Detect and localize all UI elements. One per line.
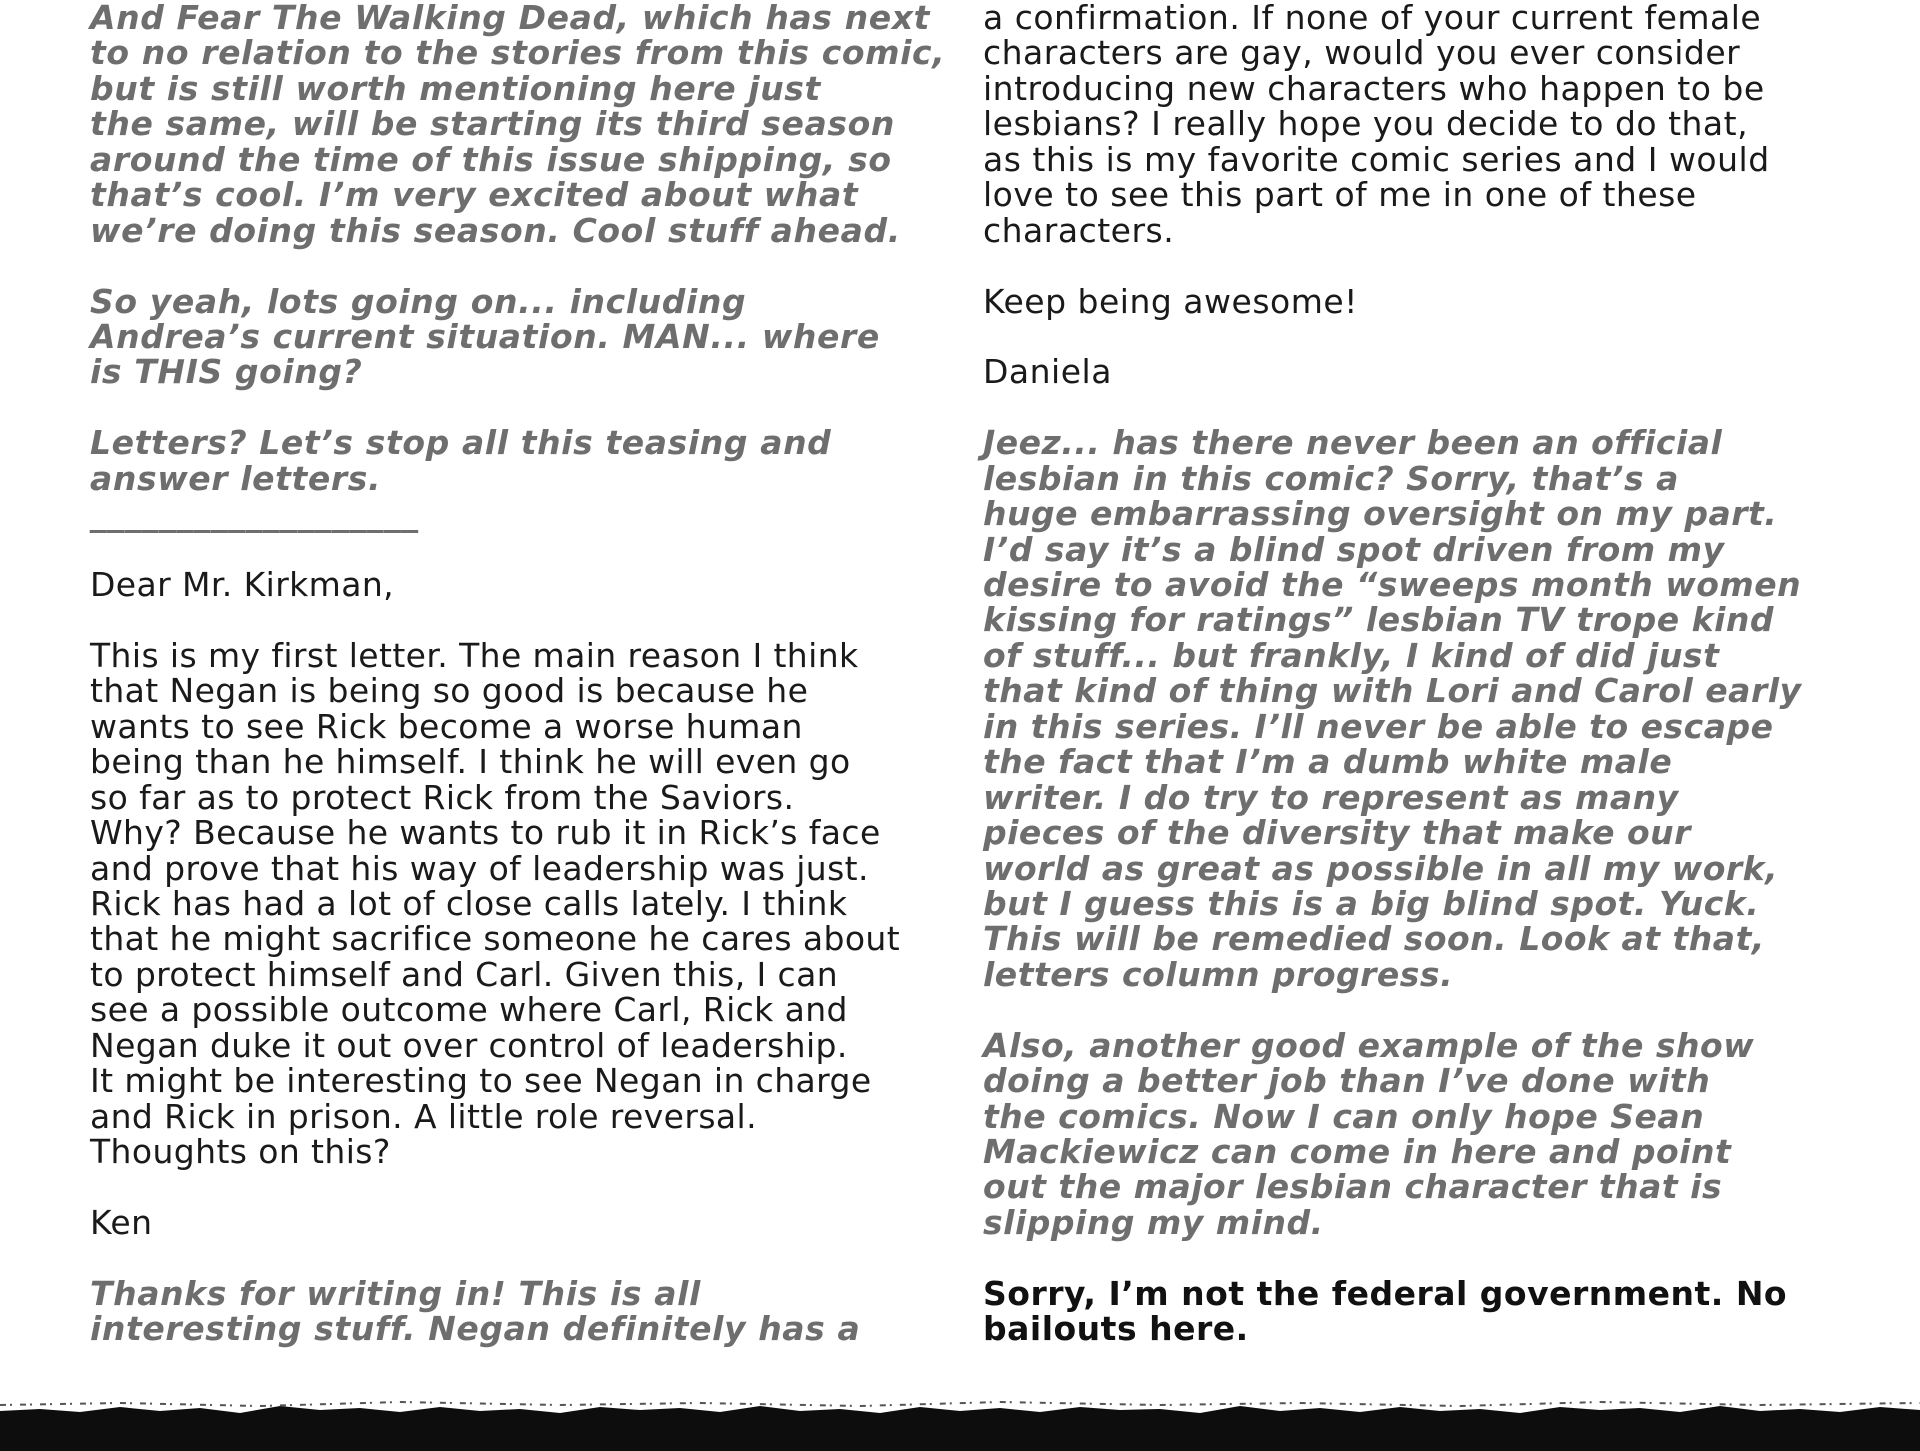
text-line: the comics. Now I can only hope Sean (983, 1096, 1705, 1136)
text-line: and Rick in prison. A little role reversal. (90, 1096, 757, 1136)
text-line: in this series. I’ll never be able to escape (983, 706, 1774, 746)
right-column (983, 0, 1853, 1347)
text-line: kissing for ratings” lesbian TV trope kind (983, 600, 1775, 640)
text-line: to no relation to the stories from this comic, (90, 33, 946, 73)
letter-body-ken (90, 635, 950, 1171)
letter-closing: Keep being awesome! (983, 281, 1358, 321)
paragraph-gap (90, 248, 950, 283)
text-line: the fact that I’m a dumb white male (983, 742, 1673, 782)
text-line: It might be interesting to see Negan in charge (90, 1061, 872, 1101)
paragraph-gap (983, 390, 1853, 425)
text-line: desire to avoid the “sweeps month women (983, 565, 1802, 604)
text-line: huge embarrassing oversight on my part. (983, 494, 1778, 534)
text-line: Negan duke it out over control of leadership. (90, 1025, 848, 1065)
text-line: writer. I do try to represent as many (983, 777, 1679, 817)
reply-intro-paragraph-3 (90, 425, 950, 496)
reply-to-daniela-paragraph-1 (983, 425, 1853, 992)
text-line: out the major lesbian character that is (983, 1167, 1723, 1207)
section-separator (90, 494, 950, 534)
reply-to-daniela-paragraph-2 (983, 1025, 1853, 1242)
text-line: pieces of the diversity that make our (983, 813, 1691, 853)
text-line: so far as to protect Rick from the Saviors. (90, 777, 795, 817)
paragraph-gap (90, 390, 950, 425)
text-line: Sorry, I’m not the federal government. No (983, 1273, 1788, 1313)
text-line: that kind of thing with Lori and Carol early (983, 671, 1802, 711)
text-line: I’d say it’s a blind spot driven from my (983, 529, 1725, 569)
text-line: This will be remedied soon. Look at that, (983, 919, 1765, 959)
letter-signature-ken: Ken (90, 1202, 153, 1242)
text-line: being than he himself. I think he will even go (90, 742, 851, 782)
torn-page-edge (0, 1395, 1920, 1451)
text-line: Letters? Let’s stop all this teasing and (90, 423, 832, 463)
text-line: to protect himself and Carl. Given this, I can (90, 954, 839, 994)
text-line: and prove that his way of leadership was just. (90, 848, 869, 888)
paragraph-gap (983, 992, 1853, 1027)
letter-salutation: Dear Mr. Kirkman, (90, 565, 395, 604)
text-line: characters are gay, would you ever consider (983, 33, 1741, 73)
paragraph-gap (90, 602, 950, 637)
text-line: of stuff... but frankly, I kind of did just (983, 635, 1720, 675)
text-line: bailouts here. (983, 1309, 1249, 1349)
text-line: as this is my favorite comic series and I would (983, 139, 1770, 179)
reply-intro-paragraph-2 (90, 281, 950, 392)
reply-intro-paragraph-1 (90, 0, 950, 248)
text-line: answer letters. (90, 458, 382, 498)
text-line: Also, another good example of the show (983, 1025, 1755, 1065)
text-line: letters column progress. (983, 954, 1454, 994)
text-line: the same, will be starting its third season (90, 104, 895, 144)
text-line: doing a better job than I’ve done with (983, 1061, 1711, 1101)
bold-note (983, 1273, 1853, 1349)
text-line: And Fear The Walking Dead, which has next (90, 0, 930, 37)
text-line: slipping my mind. (983, 1202, 1324, 1242)
text-line: Jeez... has there never been an official (983, 423, 1723, 463)
text-line: interesting stuff. Negan definitely has a (90, 1309, 861, 1349)
text-line: that’s cool. I’m very excited about what (90, 175, 859, 215)
paragraph-gap (90, 532, 950, 567)
text-line: introducing new characters who happen to be (983, 68, 1765, 108)
text-line: Andrea’s current situation. MAN... where (90, 316, 880, 356)
text-line: lesbians? I really hope you decide to do that, (983, 104, 1749, 144)
text-line: Rick has had a lot of close calls lately. I think (90, 883, 848, 923)
paragraph-gap (90, 1169, 950, 1204)
text-line: around the time of this issue shipping, so (90, 139, 892, 179)
letter-body-daniela (983, 0, 1853, 248)
text-line: love to see this part of me in one of these (983, 175, 1697, 215)
text-line: Why? Because he wants to rub it in Rick’s face (90, 813, 881, 853)
paragraph-gap (90, 1240, 950, 1275)
text-line: Thanks for writing in! This is all (90, 1273, 701, 1313)
text-line: wants to see Rick become a worse human (90, 706, 803, 746)
text-line: but I guess this is a big blind spot. Yuck. (983, 883, 1760, 923)
letter-signature-daniela: Daniela (983, 352, 1112, 392)
torn-edge-shape (0, 1406, 1920, 1451)
text-line: a confirmation. If none of your current female (983, 0, 1762, 37)
text-line: is THIS going? (90, 352, 363, 392)
reply-to-ken (90, 1273, 950, 1349)
paragraph-gap (983, 248, 1853, 283)
text-line: This is my first letter. The main reason I think (90, 635, 859, 675)
paragraph-gap (983, 1240, 1853, 1275)
text-line: see a possible outcome where Carl, Rick and (90, 990, 848, 1030)
text-line: Thoughts on this? (90, 1132, 391, 1171)
text-line: we’re doing this season. Cool stuff ahead. (90, 210, 901, 250)
separator-underscores: ___________________ (90, 494, 419, 534)
text-line: world as great as possible in all my work, (983, 848, 1779, 888)
text-line: So yeah, lots going on... including (90, 281, 747, 321)
left-column (90, 0, 950, 1347)
text-line: Mackiewicz can come in here and point (983, 1132, 1732, 1171)
text-line: characters. (983, 210, 1175, 250)
paragraph-gap (983, 319, 1853, 354)
text-line: that he might sacrifice someone he cares about (90, 919, 901, 959)
text-line: lesbian in this comic? Sorry, that’s a (983, 458, 1679, 498)
torn-edge-fringe (0, 1402, 1920, 1406)
text-line: that Negan is being so good is because he (90, 671, 809, 711)
text-line: but is still worth mentioning here just (90, 68, 821, 108)
